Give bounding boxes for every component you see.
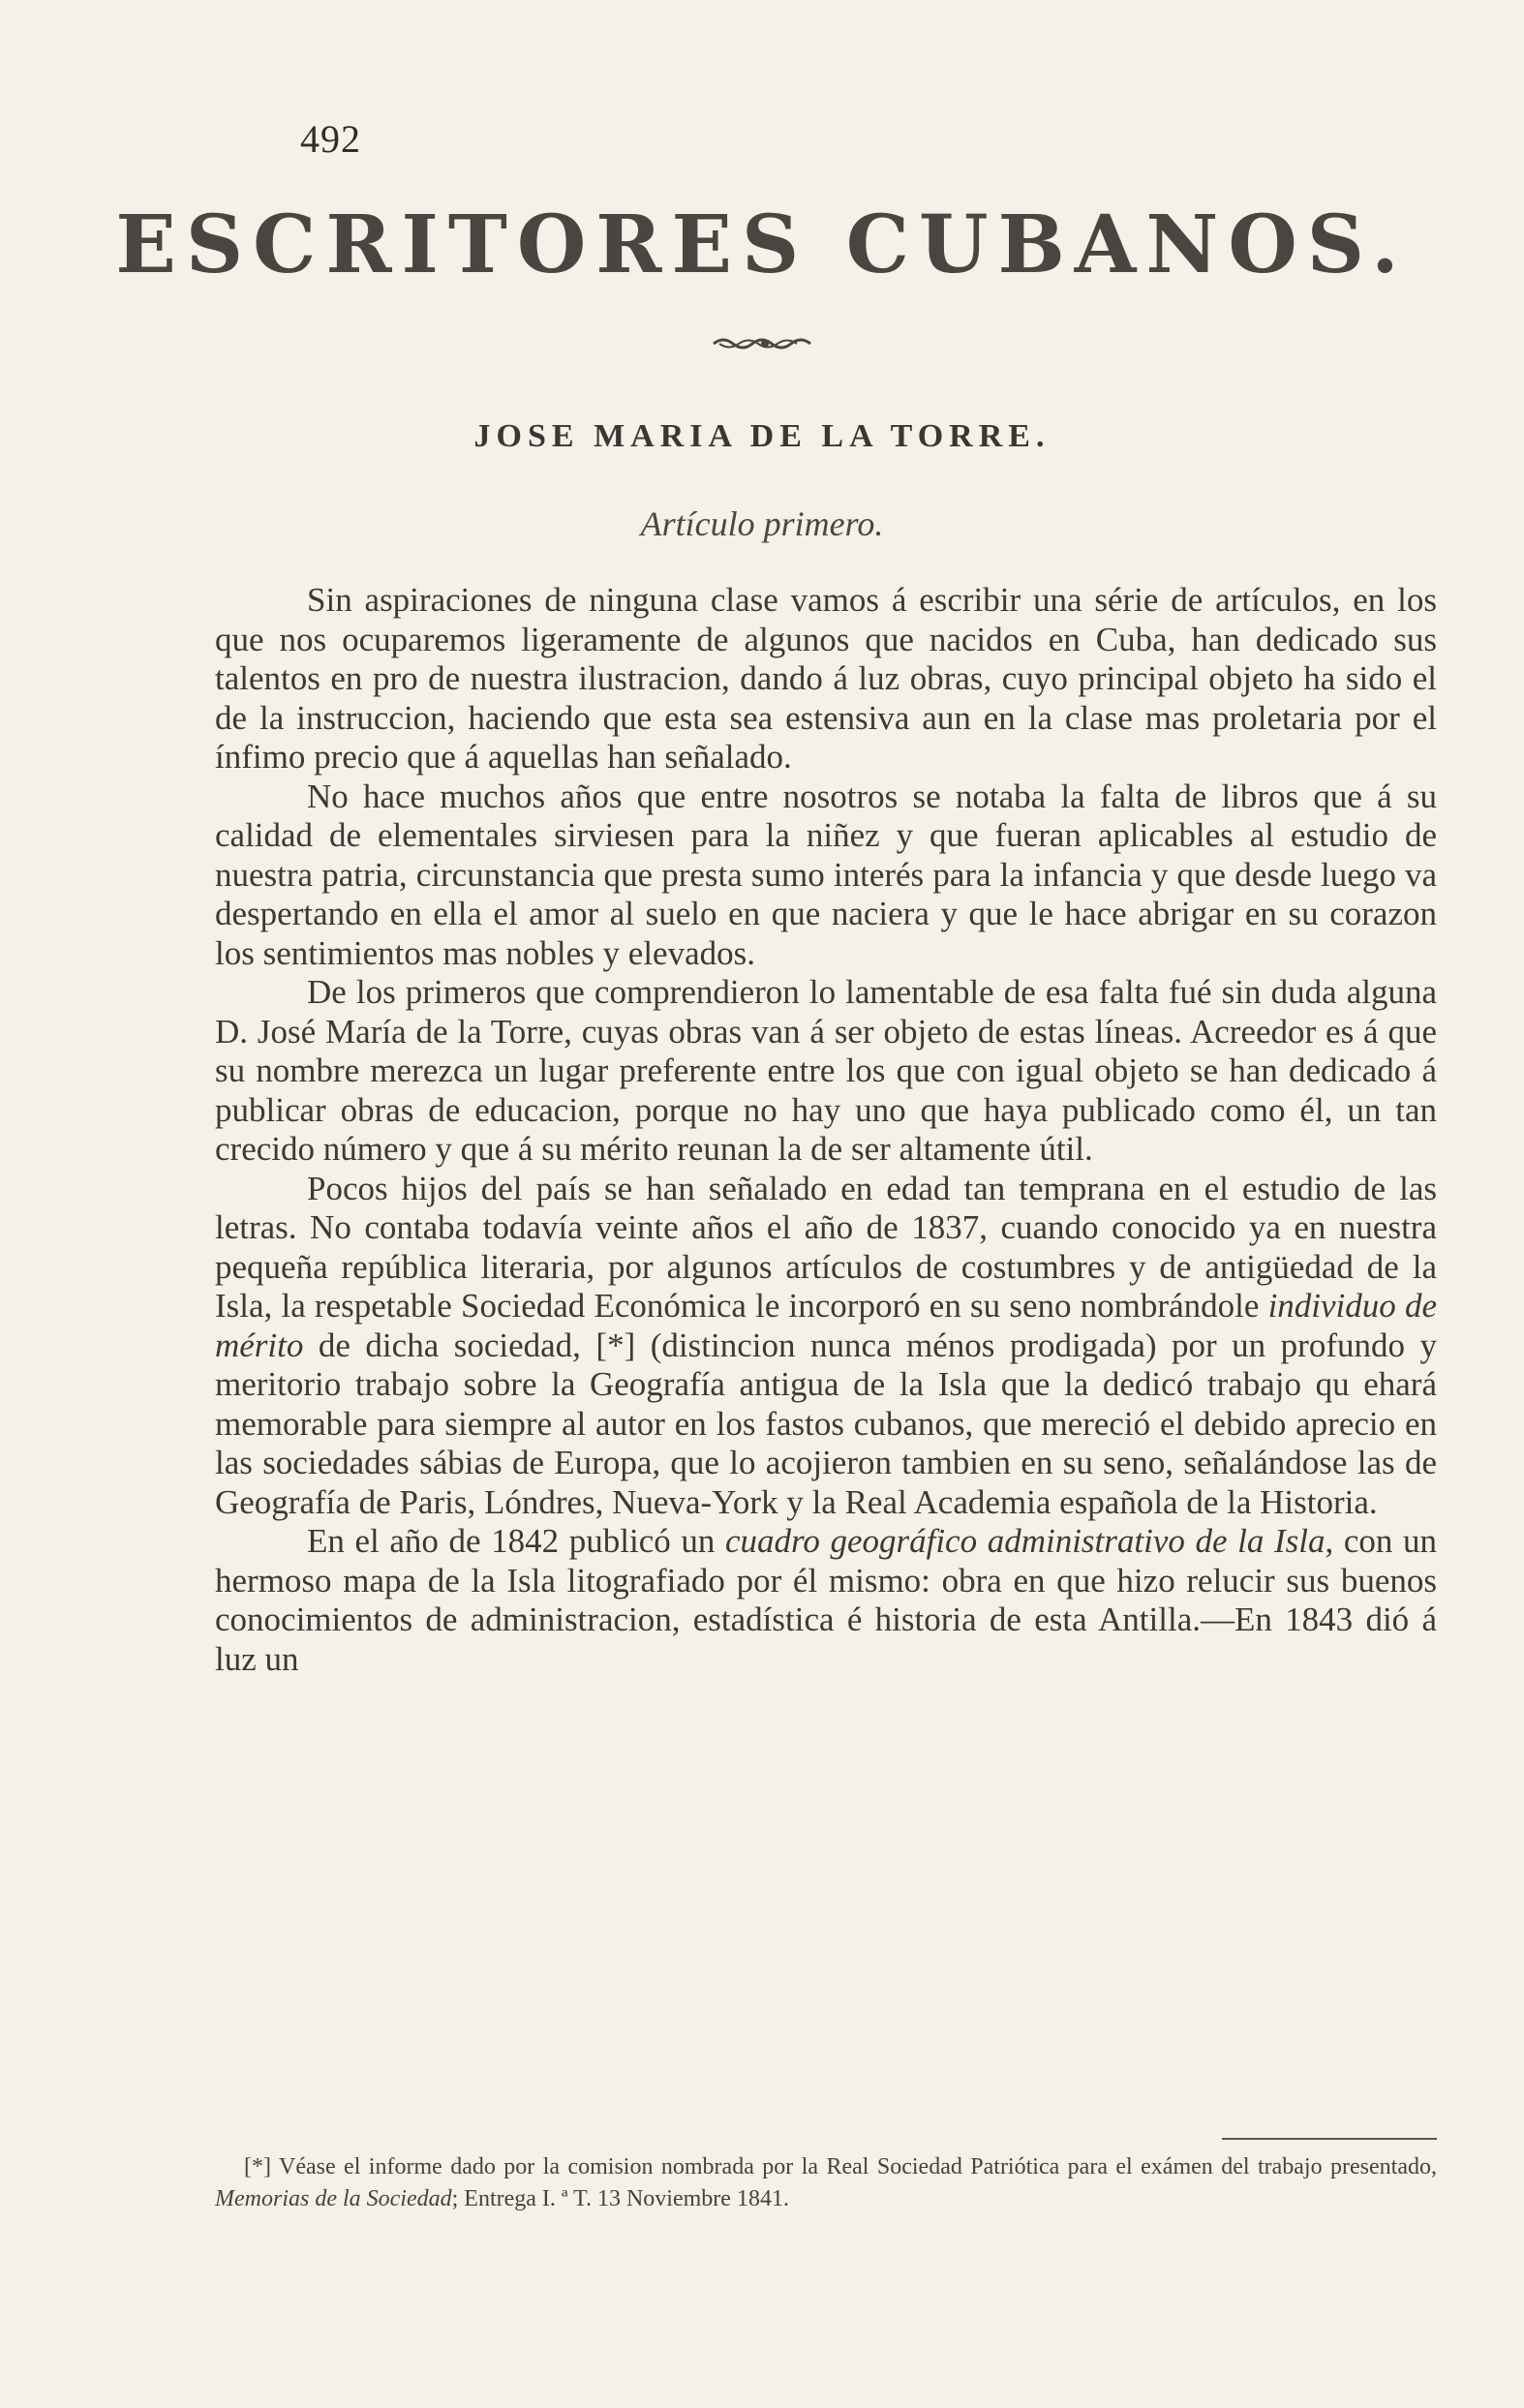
- decorative-flourish-icon: [712, 334, 818, 353]
- paragraph-1: Sin aspiraciones de ninguna clase vamos á escribir una série de artículos, en los que nos ocuparemos ligeramente de algunos que nacidos en Cuba, han dedicado sus talentos en pro de nuestra ilustracion, dando á luz obras, cuyo principal objeto ha sido el de la instruccion, haciendo que esta sea estensiva aun en la clase mas proletaria por el ínfimo precio que á aquellas han señalado.: [215, 581, 1437, 776]
- footnote: [215, 2151, 1437, 2215]
- footnote-text-b: ; Entrega I. ª T. 13 Noviembre 1841.: [451, 2186, 789, 2211]
- paragraph-5-italic: cuadro geográfico administrativo de la Isla: [724, 1522, 1326, 1560]
- page-title: ESCRITORES CUBANOS.: [115, 198, 1409, 291]
- paragraph-5-text-a: En el año de 1842 publicó un: [307, 1522, 725, 1560]
- paragraph-4-italic: individuo de mérito: [215, 1287, 1437, 1364]
- paragraph-3: De los primeros que comprendieron lo lamentable de esa falta fué sin duda alguna D. José María de la Torre, cuyas obras van á ser objeto de estas líneas. Acreedor es á que su nombre merezca un lugar preferente entre los que con igual objeto se han dedicado á publicar obras de educacion, porque no hay uno que haya publicado como él, un tan crecido número y que á su mérito reunan la de ser altamente útil.: [215, 973, 1437, 1168]
- paragraph-5-text-b: , con un hermoso mapa de la Isla litografiado por él mismo: obra en que hizo relucir sus buenos conocimientos de administracion, estadística é historia de esta Antilla.—En 1843 dió á luz un: [215, 1522, 1437, 1678]
- author-heading: JOSE MARIA DE LA TORRE.: [473, 418, 1051, 454]
- article-subtitle: Artículo primero.: [640, 504, 884, 543]
- paragraph-4-text-b: de dicha sociedad, [*] (distincion nunca ménos prodigada) por un profundo y meritorio trabajo sobre la Geografía antigua de la Isla que la dedicó trabajo qu ehará memorable para siempre al autor en los fastos cubanos, que mereció el debido aprecio en las sociedades sábias de Europa, que lo acojieron tambien en su seno, señalándose las de Geografía de Paris, Lóndres, Nueva-York y la Real Academia española de la Historia.: [215, 1326, 1437, 1521]
- article-body: [215, 581, 1437, 1679]
- paragraph-5: [215, 1522, 1437, 1679]
- footnote-divider: [1222, 2138, 1437, 2140]
- page-number: 492: [300, 117, 361, 161]
- footnote-italic: Memorias de la Sociedad: [215, 2186, 452, 2211]
- footnote-text-a: [*] Véase el informe dado por la comision nombrada por la Real Sociedad Patriótica para el exámen del trabajo presentado,: [244, 2154, 1437, 2179]
- paragraph-2: No hace muchos años que entre nosotros se notaba la falta de libros que á su calidad de elementales sirviesen para la niñez y que fueran aplicables al estudio de nuestra patria, circunstancia que presta sumo interés para la infancia y que desde luego va despertando en ella el amor al suelo en que naciera y que le hace abrigar en su corazon los sentimientos mas nobles y elevados.: [215, 777, 1437, 972]
- paragraph-4-text-a: Pocos hijos del país se han señalado en edad tan temprana en el estudio de las letras. No contaba todavía veinte años el año de 1837, cuando conocido ya en nuestra pequeña república literaria, por algunos artículos de costumbres y de antigüedad de la Isla, la respetable Sociedad Económica le incorporó en su seno nombrándole: [215, 1169, 1437, 1325]
- paragraph-4: [215, 1170, 1437, 1523]
